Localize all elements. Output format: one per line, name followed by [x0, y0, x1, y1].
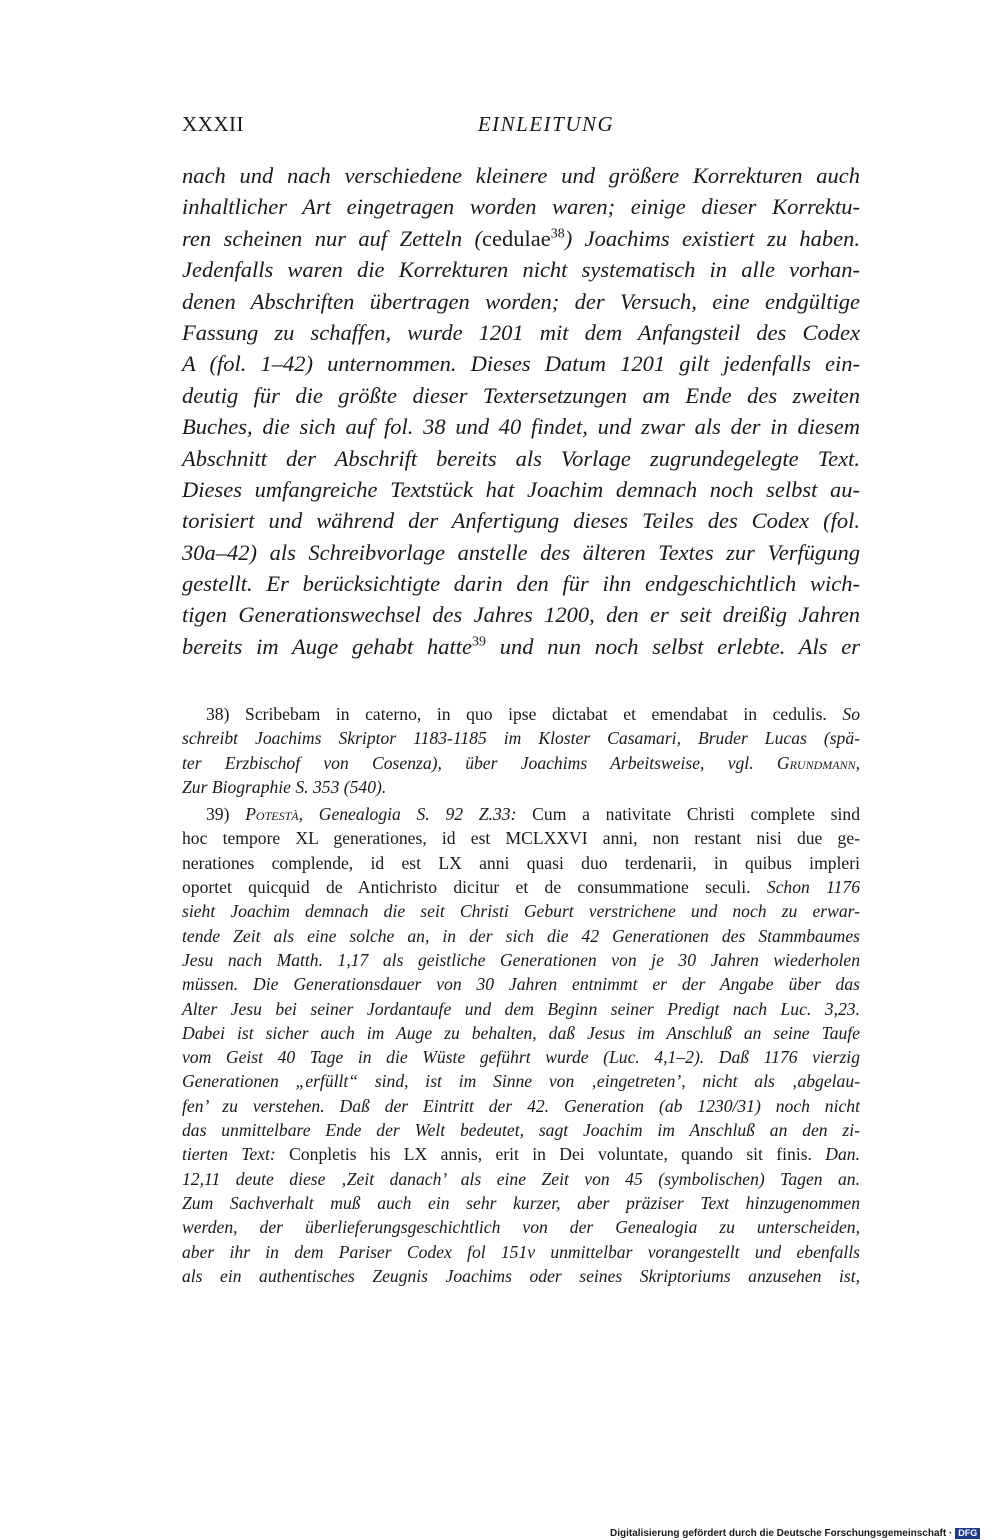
footnote-line: das unmittelbare Ende der Welt bedeutet, sagt Joachim im Anschluß an den zi- [182, 1120, 860, 1141]
author-name: Potestà [245, 804, 299, 825]
footnote-ref-38: 38 [550, 226, 565, 242]
footnote-line: nerationes complende, id est LX anni quasi duo terdenarii, in quibus impleri [182, 852, 860, 873]
footnote-line: werden, der überlieferungsgeschichtlich von der Genealogia zu unterscheiden, [182, 1217, 860, 1238]
text-line: Fassung zu schaffen, wurde 1201 mit dem Anfangsteil des Codex [182, 319, 860, 345]
text-line: nach und nach verschiedene kleinere und größere Korrekturen auch [182, 163, 860, 188]
footnote-line: aber ihr in dem Pariser Codex fol 151v unmittelbar vorangestellt und ebenfalls [182, 1241, 860, 1262]
text-line: Buches, die sich auf fol. 38 und 40 findet, und zwar als der in diesem [182, 414, 860, 440]
text-line: A (fol. 1–42) unternommen. Dieses Datum 1201 gilt jedenfalls ein- [182, 351, 860, 377]
text-line: tigen Generationswechsel des Jahres 1200, den er seit dreißig Jahren [182, 602, 860, 628]
page-header [182, 112, 860, 142]
footnote-line: 39) Potestà, Genealogia S. 92 Z.33: Cum a nativitate Christi complete sind [206, 804, 860, 825]
text-line: Abschnitt der Abschrift bereits als Vorlage zugrundegelegte Text. [182, 445, 860, 471]
footnote-line: oportet quicquid de Antichristo dicitur et de consummatione seculi. Schon 1176 [182, 877, 860, 898]
footnote-ref-39: 39 [472, 634, 486, 650]
footnote-line: Zur Biographie S. 353 (540). [182, 776, 387, 797]
footnotes [182, 702, 860, 1288]
footnote-38 [182, 702, 860, 799]
text-line: 30a–42) als Schreibvorlage anstelle des älteren Textes zur Verfügung [182, 539, 860, 565]
footnote-line: Dabei ist sicher auch im Auge zu behalten, daß Jesus im Anschluß an seine Taufe [182, 1022, 860, 1043]
dfg-funding-text: Digitalisierung gefördert durch die Deutsche Forschungsgemeinschaft · [610, 1528, 953, 1539]
footnote-line: 12,11 deute diese ‚Zeit danach’ als eine Zeit von 45 (symbolischen) Tagen an. [182, 1168, 860, 1189]
footnote-line: Generationen „erfüllt“ sind, ist im Sinne von ‚eingetreten’, nicht als ‚abgelau- [182, 1071, 860, 1092]
footnote-line: schreibt Joachims Skriptor 1183-1185 im Kloster Casamari, Bruder Lucas (spä- [182, 728, 860, 749]
footnote-line: fen’ zu verstehen. Daß der Eintritt der 42. Generation (ab 1230/31) noch nicht [182, 1095, 860, 1116]
footnote-line: vom Geist 40 Tage in die Wüste geführt wurde (Luc. 4,1–2). Daß 1176 vierzig [182, 1047, 860, 1068]
dfg-logo: DFG [955, 1528, 980, 1539]
footnote-line: müssen. Die Generationsdauer von 30 Jahren entnimmt er der Angabe über das [182, 974, 860, 995]
footnote-line: Zum Sachverhalt muß auch ein sehr kurzer, aber präziser Text hinzugenommen [182, 1192, 860, 1213]
footnote-line: tende Zeit als eine solche an, in der sich die 42 Generationen des Stammbaumes [182, 925, 860, 946]
footnote-line: sieht Joachim demnach die seit Christi Geburt verstrichene und noch zu erwar- [182, 901, 860, 922]
running-head: EINLEITUNG [477, 112, 615, 136]
text-line: ren scheinen nur auf Zetteln (cedulae$^{38}$) Joachims existiert zu haben. [182, 225, 860, 251]
footnote-line: als ein authentisches Zeugnis Joachims oder seines Skriptoriums anzusehen ist, [182, 1265, 860, 1286]
footnote-line: ter Erzbischof von Cosenza), über Joachims Arbeitsweise, vgl. Grundmann, [182, 752, 860, 773]
page-number: XXXII [182, 112, 244, 136]
dfg-funding-notice [610, 1528, 996, 1540]
text-line: torisiert und während der Anfertigung dieses Teiles des Codex (fol. [182, 508, 860, 534]
text-line: bereits im Auge gehabt hatte$^{39}$ und nun noch selbst erlebte. Als er [182, 633, 860, 659]
text-line: Dieses umfangreiche Textstück hat Joachim demnach noch selbst au- [182, 476, 860, 502]
text-line: denen Abschriften übertragen worden; der Versuch, eine endgültige [182, 288, 860, 314]
main-text [182, 160, 860, 662]
text-line: gestellt. Er berücksichtigte darin den für ihn endgeschichtlich wich- [182, 571, 860, 597]
footnote-line: Jesu nach Matth. 1,17 als geistliche Generationen von je 30 Jahren wiederholen [182, 949, 860, 970]
footnote-line: 38) Scribebam in caterno, in quo ipse dictabat et emendabat in cedulis. So [206, 704, 860, 724]
latin-term: cedulae [482, 225, 551, 251]
text-line: deutig für die größte dieser Textersetzungen am Ende des zweiten [182, 382, 860, 408]
text-line: Jedenfalls waren die Korrekturen nicht systematisch in alle vorhan- [182, 257, 860, 283]
footnote-line: hoc tempore XL generationes, id est MCLXXVI anni, non restant nisi due ge- [182, 828, 860, 849]
text-line: inhaltlicher Art eingetragen worden waren; einige dieser Korrektu- [182, 194, 860, 220]
footnote-39 [182, 802, 860, 1288]
author-name: Grundmann [776, 752, 856, 773]
footnote-line: tierten Text: Conpletis his LX annis, erit in Dei voluntate, quando sit finis. Dan. [182, 1144, 860, 1165]
footnote-line: Alter Jesu bei seiner Jordantaufe und dem Beginn seiner Predigt nach Luc. 3,23. [182, 998, 860, 1019]
